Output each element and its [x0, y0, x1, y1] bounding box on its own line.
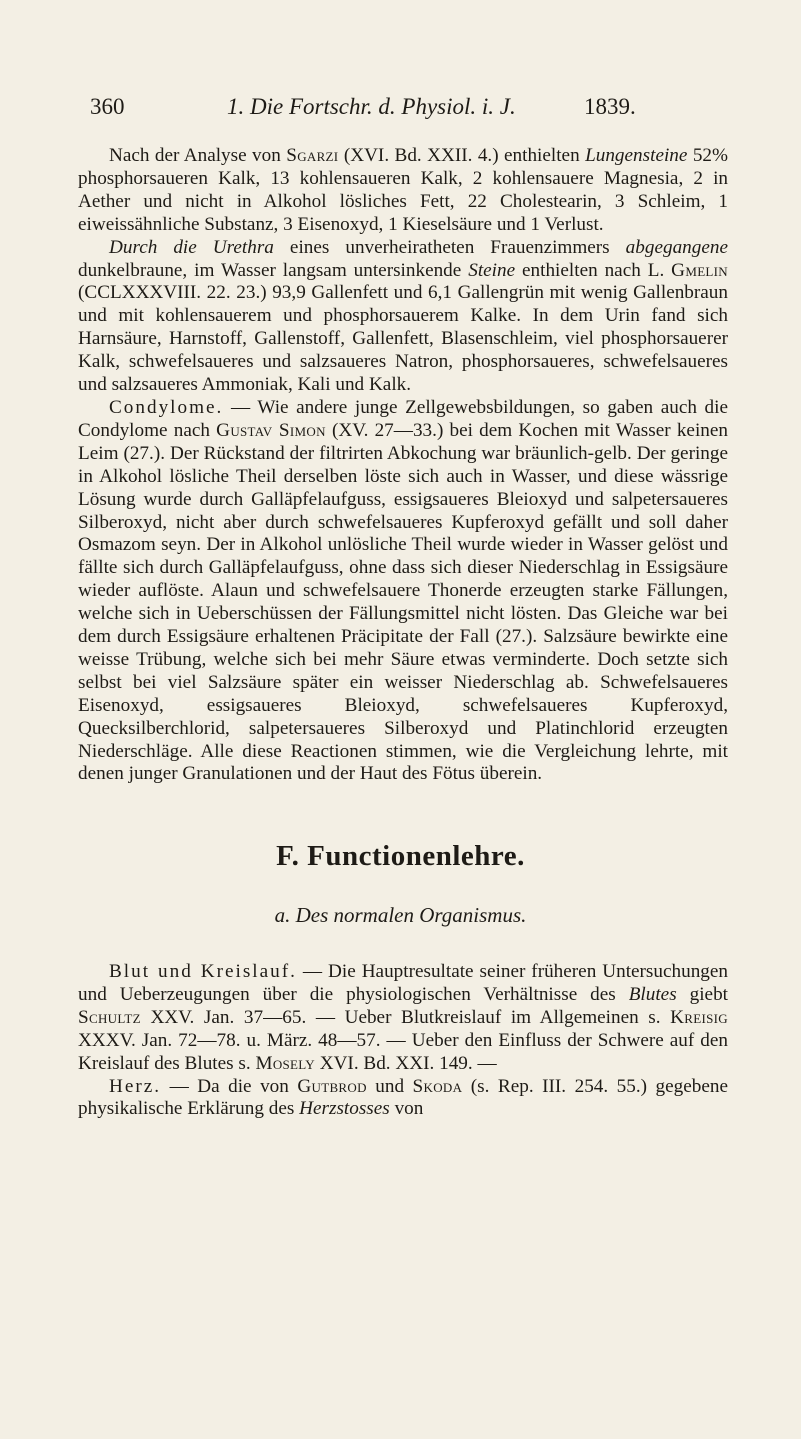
text-run: — Die Hauptresultate seiner früheren Untersuchungen und Ueberzeugungen über die physiologischen Verhältnisse des	[78, 961, 728, 1005]
author-name: Kreisig	[670, 1006, 728, 1028]
italic-term: Lungensteine	[585, 145, 688, 166]
text-run: enthielten nach L.	[515, 259, 672, 281]
author-name: Gutbrod	[297, 1075, 367, 1097]
text-run: und	[366, 1075, 413, 1097]
text-run: giebt	[676, 983, 728, 1005]
page-number: 360	[90, 94, 125, 119]
page-header	[90, 92, 730, 122]
paragraph	[78, 961, 728, 1076]
paragraph	[78, 145, 728, 237]
paragraph	[78, 397, 728, 786]
paragraph-heading: Herz.	[109, 1075, 162, 1097]
paragraph-heading: Blut und Kreislauf.	[109, 961, 297, 982]
text-run: Nach der Analyse von	[109, 145, 287, 166]
text-run: (s. Rep. III. 254. 55.) gegebene physikalische Erklärung des	[78, 1075, 728, 1120]
text-run: dunkelbraune, im Wasser langsam untersinkende	[78, 259, 469, 281]
text-run: XXV. Jan. 37—65. — Ueber Blutkreislauf im Allgemeinen s.	[140, 1006, 671, 1028]
text-run: (CCLXXXVIII. 22. 23.) 93,9 Gallenfett und 6,1 Gallengrün mit wenig Gallenbraun und mit kohlensauerem und phosphorsauerem Kalke. In dem Urin fand sich Harnsäure, Harnstoff, Gallenstoff, Gallenfett, Blasenschleim, viel phosphorsauerer Kalk, schwefelsaueres und salzsaueres Natron, phosphorsaueres, schwefelsaueres und salzsaueres Ammoniak, Kali und Kalk.	[78, 282, 728, 396]
text-run: 52% phosphorsaueren Kalk, 13 kohlensaueren Kalk, 2 kohlensauere Magnesia, 2 in Aether und nicht in Alkohol lösliches Fett, 22 Cholestearin, 3 Schleim, 1 eiweissähnliche Substanz, 3 Eisenoxyd, 1 Kieselsäure und 1 Verlust.	[78, 145, 728, 235]
header-year: 1839.	[584, 94, 636, 119]
italic-term: Blutes	[628, 983, 677, 1005]
author-name: Sgarzi	[286, 145, 339, 166]
italic-term: Steine	[468, 259, 516, 281]
section-title: F. Functionenlehre.	[276, 840, 525, 872]
author-name: Schultz	[78, 1006, 141, 1028]
italic-term: Durch die Urethra	[109, 236, 274, 258]
author-name: Gustav Simon	[216, 419, 326, 441]
author-name: Gmelin	[671, 259, 728, 281]
body-text-upper	[78, 145, 728, 786]
text-run: XVI. Bd. XXI. 149. —	[314, 1052, 497, 1074]
text-run: (XVI. Bd. XXII. 4.) enthielten	[338, 145, 586, 166]
text-run: (XV. 27—33.) bei dem Kochen mit Wasser keinen Leim (27.). Der Rückstand der filtrirten Abkochung war bräunlich-gelb. Der geringe in Alkohol lösliche Theil derselben löste sich auch in Wasser, und diese wässrige Lösung wurde durch Galläpfelaufguss, essigsaueres Bleioxyd und salpetersaueres Silberoxyd, nicht aber durch schwefelsaueres Kupferoxyd gefällt und soll daher Osmazom seyn. Der in Alkohol unlösliche Theil wurde wieder in Wasser gelöst und fällte sich durch Galläpfelaufguss, ohne dass sich dieser Niederschlag in Essigsäure wieder auflöste. Alaun und schwefelsauere Thonerde erzeugten starke Fällungen, welche sich in Ueberschüssen der Fällungsmittel nicht lösten. Das Gleiche war bei dem durch Essigsäure erhaltenen Präcipitate der Fall (27.). Salzsäure bewirkte eine weisse Trübung, welche sich bei mehr Säure etwas verminderte. Doch setzte sich selbst bei viel Salzsäure später ein weisser Niederschlag ab. Schwefelsaueres Eisenoxyd, essigsaueres Bleioxyd, schwefelsaueres Kupferoxyd, Quecksilberchlorid, salpetersaueres Silberoxyd und Platinchlorid erzeugten Niederschläge. Alle diese Reactionen stimmen, wie die Vergleichung lehrte, mit denen junger Granulationen und der Haut des Fötus überein.	[78, 419, 728, 785]
running-title: 1. Die Fortschr. d. Physiol. i. J.	[227, 94, 516, 119]
text-run: — Da die von	[161, 1075, 298, 1097]
paragraph	[78, 237, 728, 397]
paragraph-heading: Condylome.	[109, 396, 224, 418]
author-name: Mosely	[255, 1052, 315, 1074]
author-name: Skoda	[412, 1075, 463, 1097]
italic-term: abgegangene	[625, 236, 728, 258]
text-run: von	[389, 1098, 424, 1120]
text-run: eines unverheiratheten Frauenzimmers	[273, 236, 626, 258]
subsection-title: a. Des normalen Organismus.	[274, 903, 527, 927]
body-text-lower	[78, 961, 728, 1121]
text-run: XXXV. Jan. 72—78. u. März. 48—57. — Ueber den Einfluss der Schwere auf den Kreislauf des Blutes s.	[78, 1029, 728, 1074]
paragraph	[78, 1076, 728, 1122]
italic-term: Herzstosses	[299, 1098, 390, 1120]
text-run: — Wie andere junge Zellgewebsbildungen, so gaben auch die Condylome nach	[78, 396, 728, 441]
